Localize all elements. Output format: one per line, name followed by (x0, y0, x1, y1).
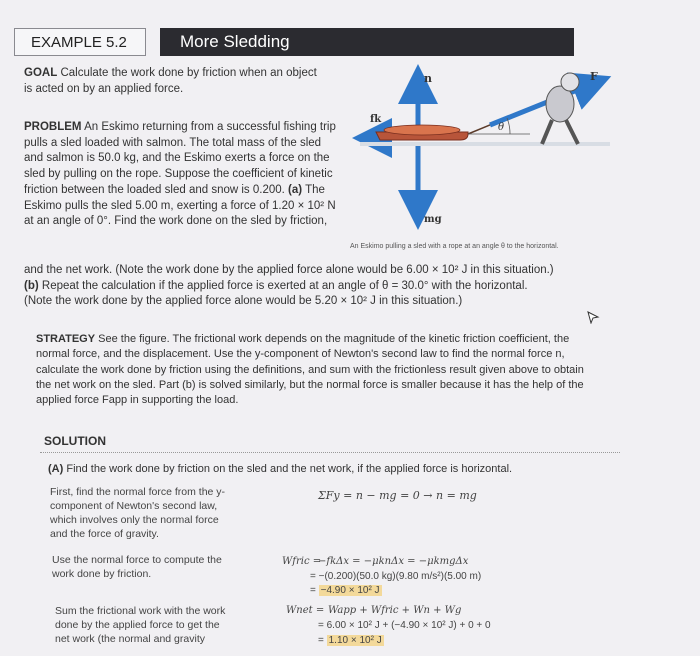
step2-eq2: = −(0.200)(50.0 kg)(9.80 m/s²)(5.00 m) (310, 571, 482, 582)
step2-lhs: Wfric = (282, 556, 322, 567)
step2-result: −4.90 × 10² J (320, 585, 380, 596)
example-label: EXAMPLE 5.2 (14, 28, 146, 56)
step3-result-row: = 1.10 × 10² J (318, 635, 382, 646)
applied-force-label: F (590, 70, 598, 83)
step3-eq2: = 6.00 × 10² J + (−4.90 × 10² J) + 0 + 0 (318, 620, 491, 631)
sled-figure (340, 60, 620, 245)
part-a-label: (a) (288, 183, 303, 196)
example-title: More Sledding (160, 28, 574, 56)
solution-part-a-text: Find the work done by friction on the sled and the net work, if the applied force is horizontal. (66, 463, 513, 475)
snow-ground (360, 142, 610, 146)
gravity-label: mg (424, 214, 442, 225)
problem-tail-line3: (Note the work done by the applied force alone would be 5.20 × 10² J in this situation.) (24, 295, 463, 308)
solution-heading: SOLUTION (44, 434, 106, 448)
goal-label: GOAL (24, 67, 58, 79)
problem-label: PROBLEM (24, 121, 82, 133)
example-header (14, 28, 574, 56)
eskimo-icon (542, 73, 579, 144)
friction-label: fk (370, 114, 382, 125)
step3-lhs: Wnet = (286, 605, 325, 616)
step1-text: First, find the normal force from the y-component of Newton's second law, which involves only the normal force and the force of gravity. (50, 486, 226, 540)
step2-eq1: −fkΔx = −μknΔx = −μkmgΔx (318, 556, 469, 567)
part-b-label: (b) (24, 279, 39, 292)
problem-text: An Eskimo returning from a successful fishing trip pulls a sled loaded with salmon. The total mass of the sled and salmon is 50.0 kg, and the Eskimo exerts a force on the sled by pulling on the rope. Suppose the coefficient of kinetic friction between the loaded sled and snow is 0.200. (24, 121, 336, 196)
goal-text: Calculate the work done by friction when an object is acted on by an applied force. (24, 67, 317, 95)
step2-result-row: = −4.90 × 10² J (310, 585, 380, 596)
salmon-icon (384, 125, 460, 135)
strategy-label: STRATEGY (36, 333, 96, 345)
step3-eq1: Wapp + Wfric + Wn + Wg (328, 605, 462, 616)
normal-force-label: n (424, 72, 432, 85)
strategy-paragraph (36, 332, 596, 408)
problem-paragraph (24, 120, 340, 230)
step3-result: 1.10 × 10² J (328, 635, 382, 646)
step1-equation: ΣFy = n − mg = 0 → n = mg (318, 489, 477, 502)
cursor-icon (586, 310, 600, 324)
solution-part-a-label: (A) (48, 463, 64, 475)
solution-part-a (48, 462, 568, 478)
step2-text: Use the normal force to compute the work done by friction. (52, 554, 222, 580)
step3-text: Sum the frictional work with the work done by the applied force to get the net work (the normal and gravity (55, 605, 226, 645)
goal-paragraph (24, 66, 324, 97)
problem-tail-line1: and the net work. (Note the work done by the applied force alone would be 6.00 × 10² J in this situation.) (24, 264, 554, 276)
strategy-text: See the figure. The frictional work depends on the magnitude of the kinetic friction coefficient, the normal force, and the displacement. Use the y-component of Newton's second law to find the normal force n, calculate the work done by friction using the definitions, and sum with the frictionless result given above to obtain the net work on the sled. Part (b) is solved similarly, but the normal force is smaller because it has the help of the applied force Fapp in supporting the load. (36, 333, 584, 407)
angle-label: θ (498, 122, 505, 133)
problem-continued (24, 263, 594, 310)
part-a-text: The Eskimo pulls the sled 5.00 m, exerting a force of 1.20 × 10² N at an angle of 0°. Find the work done on the sled by friction, (24, 183, 336, 228)
part-b-text: Repeat the calculation if the applied force is exerted at an angle of θ = 30.0° with the horizontal. (41, 279, 528, 292)
figure-caption: An Eskimo pulling a sled with a rope at an angle θ to the horizontal. (350, 243, 559, 250)
problem-tail-line2 (24, 279, 594, 295)
solution-divider (40, 452, 620, 453)
